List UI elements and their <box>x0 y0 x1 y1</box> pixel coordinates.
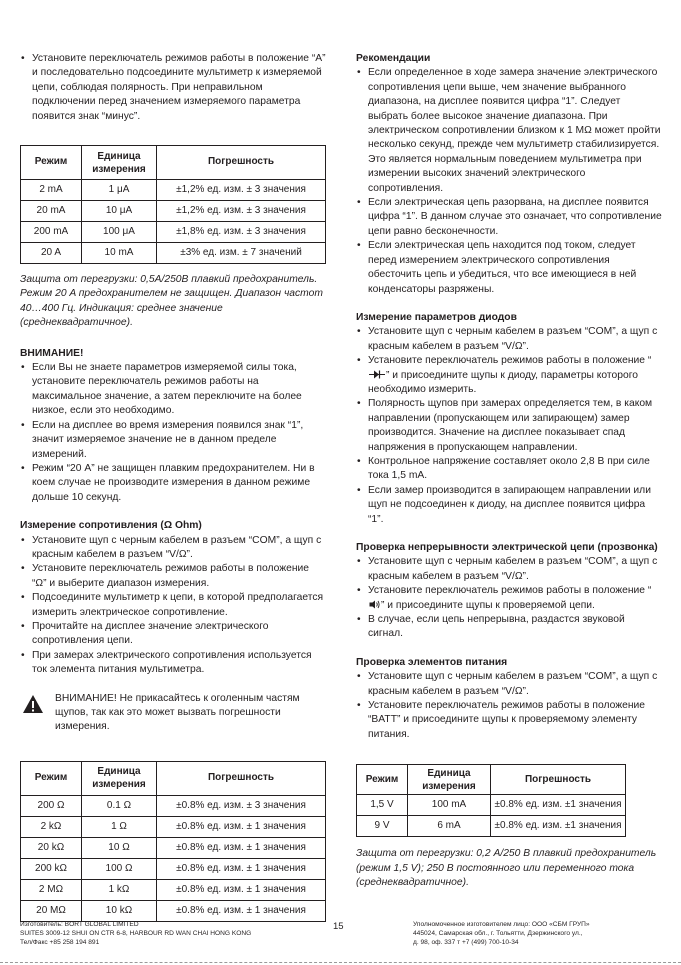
footer-line: Тел/Факс +85 258 194 891 <box>20 939 100 946</box>
left-column <box>20 52 326 922</box>
table-cell: 9 V <box>357 816 408 837</box>
continuity-title: Проверка непрерывности электрической цепи (прозвонка) <box>356 542 658 553</box>
diode-title: Измерение параметров диодов <box>356 311 517 323</box>
table-cell: 6 mA <box>408 816 491 837</box>
list-item: • Установите переключатель режимов работы в положение “BATT” и присоедините щупы к проверяемому элементу питания. <box>356 699 662 742</box>
battery-title: Проверка элементов питания <box>356 656 508 668</box>
table-row <box>21 243 326 264</box>
warning-icon <box>22 694 44 714</box>
battery-table <box>356 764 626 837</box>
table-cell: 0.1 Ω <box>82 795 157 816</box>
footer-line: д. 98, оф. 337 т +7 (499) 700-10-34 <box>413 939 519 946</box>
table-header: Единица измерения <box>82 761 157 795</box>
table-cell: ±0.8% ед. изм. ±1 значения <box>491 795 626 816</box>
table-cell: ±0.8% ед. изм. ± 1 значения <box>157 858 326 879</box>
list-item: • Если электрическая цепь находится под током, следует перед измерением электрического сопротивления обесточить цепь и убедиться, что все имеющиеся в ней конденсаторы разряжены. <box>356 239 662 297</box>
page-number: 15 <box>333 921 344 932</box>
resistance-table <box>20 761 326 922</box>
table-cell: 20 A <box>21 243 82 264</box>
current-note: Защита от перегрузки: 0,5A/250В плавкий предохранитель. Режим 20 A предохранителем не защищен. Диапазон частот 40…400 Гц. Индикация: среднее значение (среднеквадратичное). <box>20 274 323 329</box>
diode-list <box>356 325 662 527</box>
resistance-title: Измерение сопротивления (Ω Ohm) <box>20 520 202 532</box>
list-item: • Установите щуп с черным кабелем в разъем “COM”, а щуп с красным кабелем в разъем “V/Ω”. <box>356 670 662 699</box>
list-item: • Контрольное напряжение составляет около 2,8 В при силе тока 1,5 mA. <box>356 455 662 484</box>
list-item: • Установите щуп с черным кабелем в разъем “COM”, а щуп с красным кабелем в разъем “V/Ω”. <box>356 555 662 584</box>
list-item: • Если на дисплее во время измерения появился знак “1”, значит измеряемое значение не в данном пределе измерений. <box>20 419 326 462</box>
diode-icon <box>369 370 385 379</box>
diode-switch-text: Установите переключатель режимов работы в положение “ <box>368 355 652 367</box>
current-table <box>20 145 326 264</box>
table-cell: 1 Ω <box>82 816 157 837</box>
table-header: Погрешность <box>491 765 626 795</box>
continuity-list <box>356 555 662 641</box>
table-cell: ±0.8% ед. изм. ± 3 значения <box>157 795 326 816</box>
table-cell: 200 Ω <box>21 795 82 816</box>
list-item: • Режим “20 A” не защищен плавким предохранителем. Ни в коем случае не производите измерения в данном режиме дольше 10 секунд. <box>20 462 326 505</box>
buzzer-icon <box>369 600 380 609</box>
list-item: • Прочитайте на дисплее значение электрического сопротивления цепи. <box>20 620 326 649</box>
table-row <box>21 879 326 900</box>
table-row <box>21 816 326 837</box>
list-item <box>356 354 662 397</box>
bottom-divider <box>0 962 681 963</box>
battery-note: Защита от перегрузки: 0,2 A/250 В плавкий предохранитель (режим 1,5 V); 250 В постоянного или переменного тока (среднеквадратичное). <box>356 848 657 889</box>
list-item: • Полярность щупов при замерах определяется тем, в каком направлении (пропускающем или запирающем) замер производится. Значение на дисплее показывает спад напряжения в пропускающем направлении. <box>356 397 662 455</box>
list-item: • Установите переключатель режимов работы в положение “A” и последовательно подсоедините мультиметр к измеряемой цепи, соблюдая полярность. При неправильном подключении перед значением измеряемого параметра появится знак “минус”. <box>20 52 326 124</box>
list-item: • Если Вы не знаете параметров измеряемой силы тока, установите переключатель режимов работы на максимальное значение, а затем переключите на более низкое, если это необходимо. <box>20 361 326 419</box>
table-cell: ±0.8% ед. изм. ± 1 значения <box>157 900 326 921</box>
battery-list <box>356 670 662 742</box>
warning-text: ВНИМАНИЕ! Не прикасайтесь к оголенным частям щупов, так как это может вызвать погрешности измерения. <box>55 692 300 733</box>
recommend-title: Рекомендации <box>356 53 431 64</box>
table-cell: ±3% ед. изм. ± 7 значений <box>157 243 326 264</box>
manufacturer-info <box>20 920 280 947</box>
footer-line: 445024, Самарская обл., г. Тольятти, Дзержинского ул., <box>413 930 583 937</box>
list-item: • Установите щуп с черным кабелем в разъем “COM”, а щуп с красным кабелем в разъем “V/Ω”. <box>20 534 326 563</box>
list-item: • Если определенное в ходе замера значение электрического сопротивления цепи выше, чем значение выбранного диапазона, на дисплее появится цифра “1”. Следует выбрать более высокое значение диапазона. При электрическом сопротивлении близком к 1 MΩ может пройти несколько секунд, прежде чем мультиметр стабилизируется. Это является нормальным поведением мультиметра при измерении высоких значений электрического сопротивления. <box>356 66 662 196</box>
footer-line: Уполномоченное изготовителем лицо: ООО «СБМ ГРУП» <box>413 921 590 928</box>
table-cell: 10 μA <box>82 201 157 222</box>
table-cell: 100 mA <box>408 795 491 816</box>
table-cell: ±0.8% ед. изм. ± 1 значения <box>157 816 326 837</box>
table-cell: ±1,2% ед. изм. ± 3 значения <box>157 180 326 201</box>
recommend-list <box>356 66 662 297</box>
table-cell: 2 MΩ <box>21 879 82 900</box>
table-header: Единица измерения <box>82 146 157 180</box>
table-header: Единица измерения <box>408 765 491 795</box>
warning-block <box>22 692 326 735</box>
footer-line: Изготовитель: BORT GLOBAL LIMITED <box>20 921 139 928</box>
table-cell: 10 kΩ <box>82 900 157 921</box>
table-cell: 10 mA <box>82 243 157 264</box>
continuity-switch-text: ” и присоедините щупы к проверяемой цепи. <box>381 599 595 611</box>
table-cell: 100 μA <box>82 222 157 243</box>
table-row <box>21 180 326 201</box>
table-cell: ±0.8% ед. изм. ± 1 значения <box>157 879 326 900</box>
table-row <box>21 837 326 858</box>
table-row <box>21 201 326 222</box>
diode-switch-text: ” и присоедините щупы к диоду, параметры которого необходимо измерить. <box>368 369 638 395</box>
list-item: • Установите переключатель режимов работы в положение “Ω” и выберите диапазон измерения. <box>20 562 326 591</box>
table-header: Режим <box>21 146 82 180</box>
table-row <box>357 816 626 837</box>
table-cell: ±0.8% ед. изм. ± 1 значения <box>157 837 326 858</box>
list-item: • Если электрическая цепь разорвана, на дисплее появится цифра “1”. В данном случае это означает, что сопротивление цепи равно бесконечности. <box>356 196 662 239</box>
list-item <box>356 584 662 613</box>
table-header: Режим <box>357 765 408 795</box>
right-column <box>356 52 662 891</box>
list-item: • Если замер производится в запирающем направлении или щуп не подсоединен к диоду, на дисплее появится цифра “1”. <box>356 484 662 527</box>
resistance-list <box>20 534 326 678</box>
table-cell: ±1,2% ед. изм. ± 3 значения <box>157 201 326 222</box>
table-header: Режим <box>21 761 82 795</box>
table-cell: ±0.8% ед. изм. ±1 значения <box>491 816 626 837</box>
table-cell: 1,5 V <box>357 795 408 816</box>
representative-info <box>413 920 653 947</box>
footer-line: SUITES 3009-12 SHUI ON CTR 6-8, HARBOUR RD WAN CHAI HONG KONG <box>20 930 252 937</box>
list-item: • При замерах электрического сопротивления используется ток элемента питания мультиметра. <box>20 649 326 678</box>
table-cell: 20 MΩ <box>21 900 82 921</box>
table-row <box>21 795 326 816</box>
continuity-switch-text: Установите переключатель режимов работы в положение “ <box>368 585 652 597</box>
list-item: • Подсоедините мультиметр к цепи, в которой предполагается измерить электрическое сопротивление. <box>20 591 326 620</box>
table-header: Погрешность <box>157 761 326 795</box>
intro-list <box>20 52 326 124</box>
table-row <box>21 222 326 243</box>
table-cell: 2 mA <box>21 180 82 201</box>
table-row <box>21 858 326 879</box>
table-cell: 2 kΩ <box>21 816 82 837</box>
table-row <box>21 900 326 921</box>
list-item: • Установите щуп с черным кабелем в разъем “COM”, а щуп с красным кабелем в разъем “V/Ω”. <box>356 325 662 354</box>
table-cell: 10 Ω <box>82 837 157 858</box>
table-cell: 1 μA <box>82 180 157 201</box>
table-row <box>357 795 626 816</box>
table-cell: 100 Ω <box>82 858 157 879</box>
attention-title: ВНИМАНИЕ! <box>20 347 84 359</box>
list-item: • В случае, если цепь непрерывна, раздастся звуковой сигнал. <box>356 613 662 642</box>
table-cell: 1 kΩ <box>82 879 157 900</box>
table-cell: 20 kΩ <box>21 837 82 858</box>
table-cell: 20 mA <box>21 201 82 222</box>
table-cell: 200 mA <box>21 222 82 243</box>
table-cell: 200 kΩ <box>21 858 82 879</box>
table-header: Погрешность <box>157 146 326 180</box>
table-cell: ±1,8% ед. изм. ± 3 значения <box>157 222 326 243</box>
attention-list <box>20 361 326 505</box>
